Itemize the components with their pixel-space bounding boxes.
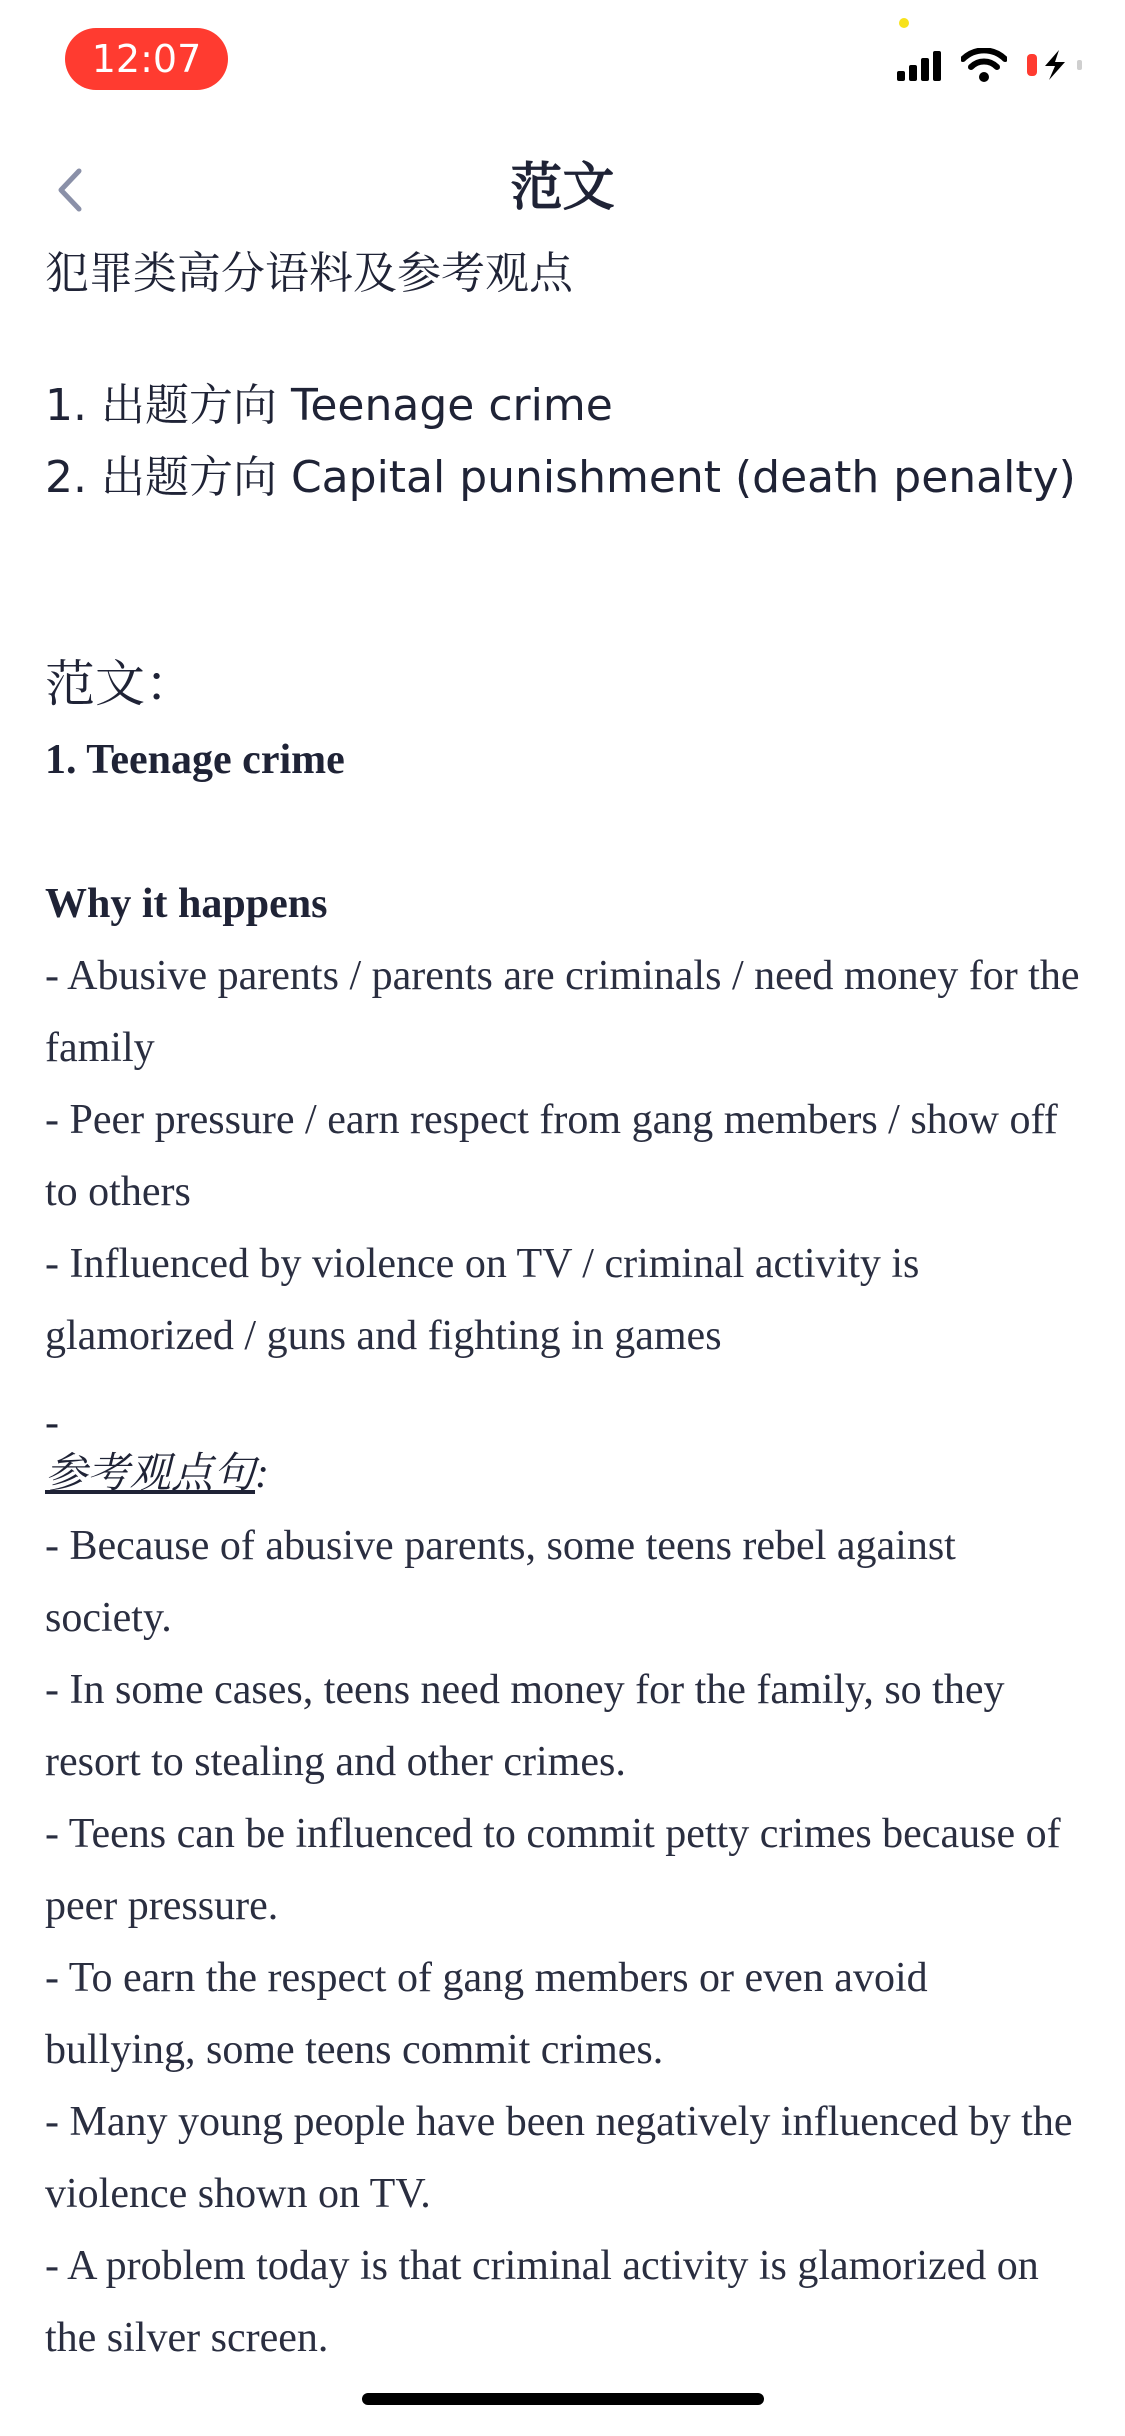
reference-label-colon: : [255,1451,270,1497]
home-indicator[interactable] [362,2393,764,2405]
page-title: 范文 [510,158,615,218]
direction-item: 1. 出题方向 Teenage crime [45,380,613,431]
reference-sentence: - To earn the respect of gang members or even avoid bullying, some teens commit crimes. [45,1955,928,2073]
spacer [45,514,1085,644]
reference-sentence: - Many young people have been negatively influenced by the violence shown on TV. [45,2099,1073,2217]
reference-label-text: 参考观点句 [45,1451,256,1497]
reference-sentence: - In some cases, teens need money for the family, so they resort to stealing and other crimes. [45,1667,1005,1785]
essay-heading: 1. Teenage crime [45,737,345,783]
why-point: - Influenced by violence on TV / criminal activity is glamorized / guns and fighting in games [45,1241,920,1359]
status-bar [0,0,1125,120]
why-heading: Why it happens [45,881,328,927]
dash-separator: - [45,1400,59,1446]
privacy-indicator-dot [899,18,909,28]
direction-item: 2. 出题方向 Capital punishment (death penalty) [45,452,1076,503]
article-subtitle: 犯罪类高分语料及参考观点 [45,248,573,299]
reference-sentence: - A problem today is that criminal activity is glamorized on the silver screen. [45,2243,1039,2361]
reference-sentence: - Because of abusive parents, some teens rebel against society. [45,1523,956,1641]
reference-sentence: - Teens can be influenced to commit petty crimes because of peer pressure. [45,1811,1061,1929]
spacer [45,796,1085,868]
why-point: - Peer pressure / earn respect from gang members / show off to others [45,1097,1058,1215]
reference-label [45,1438,1085,1510]
cellular-signal-icon [897,49,943,81]
battery-charging-icon [1025,48,1085,82]
spacer [45,1372,1085,1408]
chevron-left-icon [53,165,87,215]
spacer [45,310,1085,370]
status-icons [897,40,1085,90]
section-title: 范文： [45,655,195,713]
article-content [45,238,1085,2374]
why-point: - Abusive parents / parents are criminals / need money for the family [45,953,1080,1071]
status-time: 12:07 [65,28,228,90]
back-button[interactable] [40,160,100,220]
nav-header [0,140,1125,236]
wifi-icon [961,48,1007,82]
